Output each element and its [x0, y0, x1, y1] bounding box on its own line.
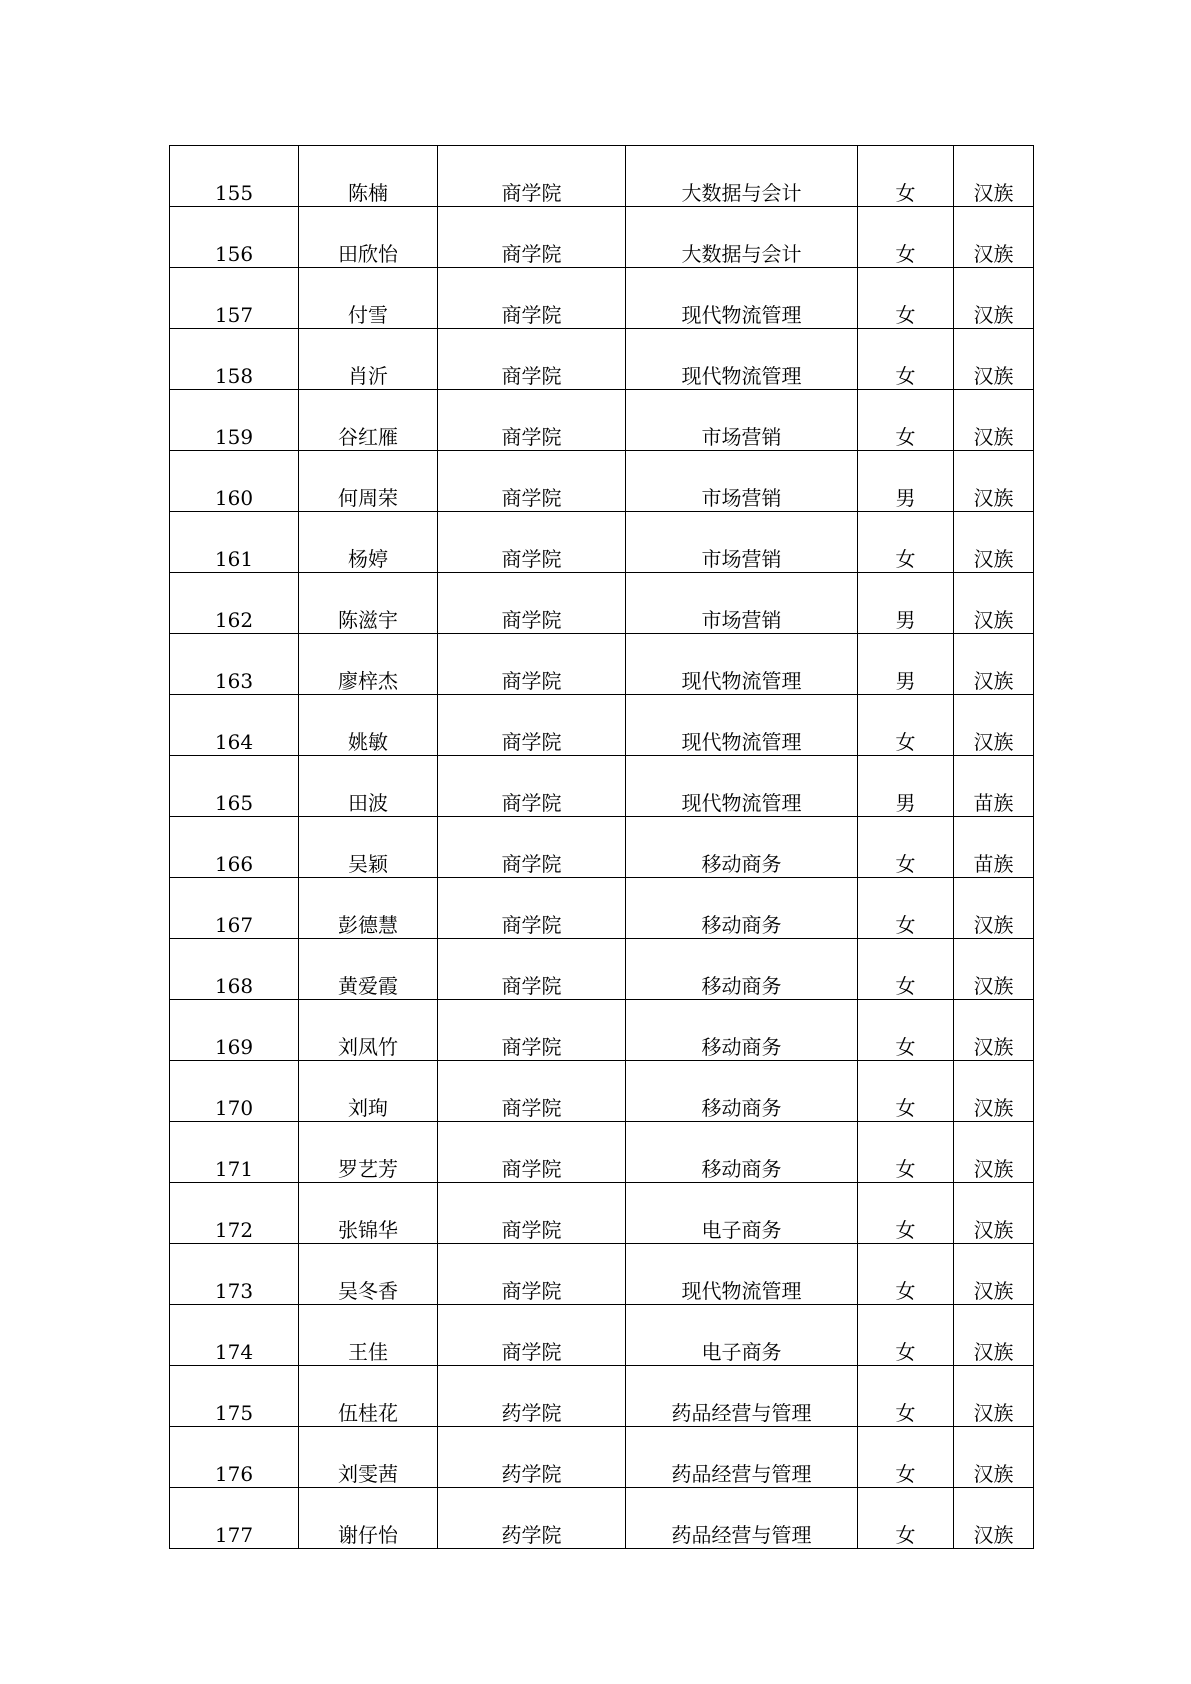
major-cell: 现代物流管理	[626, 1244, 858, 1305]
college-cell: 商学院	[438, 634, 626, 695]
student-name-cell: 谢仔怡	[299, 1488, 438, 1549]
table-row	[170, 1488, 1034, 1549]
gender-cell: 女	[858, 878, 954, 939]
row-number-cell: 166	[170, 817, 299, 878]
row-number-cell: 157	[170, 268, 299, 329]
college-cell: 商学院	[438, 817, 626, 878]
row-number-cell: 176	[170, 1427, 299, 1488]
row-number-cell: 164	[170, 695, 299, 756]
college-cell: 商学院	[438, 512, 626, 573]
student-name-cell: 黄爱霞	[299, 939, 438, 1000]
major-cell: 电子商务	[626, 1183, 858, 1244]
ethnicity-cell: 汉族	[954, 1366, 1034, 1427]
student-name-cell: 付雪	[299, 268, 438, 329]
major-cell: 药品经营与管理	[626, 1366, 858, 1427]
roster-table-body	[170, 146, 1034, 1549]
major-cell: 移动商务	[626, 878, 858, 939]
ethnicity-cell: 汉族	[954, 390, 1034, 451]
major-cell: 移动商务	[626, 1061, 858, 1122]
gender-cell: 女	[858, 1122, 954, 1183]
ethnicity-cell: 汉族	[954, 1122, 1034, 1183]
gender-cell: 女	[858, 512, 954, 573]
ethnicity-cell: 汉族	[954, 1061, 1034, 1122]
row-number-cell: 165	[170, 756, 299, 817]
student-name-cell: 田波	[299, 756, 438, 817]
table-row	[170, 1183, 1034, 1244]
gender-cell: 女	[858, 1000, 954, 1061]
student-name-cell: 陈楠	[299, 146, 438, 207]
gender-cell: 男	[858, 573, 954, 634]
gender-cell: 女	[858, 1427, 954, 1488]
table-row	[170, 1122, 1034, 1183]
table-row	[170, 512, 1034, 573]
table-row	[170, 207, 1034, 268]
ethnicity-cell: 汉族	[954, 146, 1034, 207]
table-row	[170, 268, 1034, 329]
table-row	[170, 1000, 1034, 1061]
ethnicity-cell: 汉族	[954, 1488, 1034, 1549]
table-row	[170, 939, 1034, 1000]
gender-cell: 女	[858, 1366, 954, 1427]
ethnicity-cell: 汉族	[954, 1427, 1034, 1488]
row-number-cell: 171	[170, 1122, 299, 1183]
gender-cell: 女	[858, 390, 954, 451]
table-row	[170, 573, 1034, 634]
major-cell: 现代物流管理	[626, 756, 858, 817]
college-cell: 商学院	[438, 878, 626, 939]
college-cell: 商学院	[438, 1183, 626, 1244]
student-name-cell: 田欣怡	[299, 207, 438, 268]
student-name-cell: 刘凤竹	[299, 1000, 438, 1061]
gender-cell: 女	[858, 268, 954, 329]
gender-cell: 女	[858, 939, 954, 1000]
gender-cell: 女	[858, 1244, 954, 1305]
table-row	[170, 1366, 1034, 1427]
major-cell: 药品经营与管理	[626, 1427, 858, 1488]
college-cell: 商学院	[438, 390, 626, 451]
row-number-cell: 167	[170, 878, 299, 939]
table-row	[170, 634, 1034, 695]
major-cell: 现代物流管理	[626, 695, 858, 756]
student-name-cell: 彭德慧	[299, 878, 438, 939]
table-row	[170, 1244, 1034, 1305]
college-cell: 商学院	[438, 451, 626, 512]
table-row	[170, 390, 1034, 451]
ethnicity-cell: 汉族	[954, 878, 1034, 939]
row-number-cell: 168	[170, 939, 299, 1000]
ethnicity-cell: 汉族	[954, 573, 1034, 634]
student-roster-table	[169, 145, 1034, 1549]
ethnicity-cell: 汉族	[954, 634, 1034, 695]
gender-cell: 女	[858, 329, 954, 390]
college-cell: 药学院	[438, 1488, 626, 1549]
student-name-cell: 陈滋宇	[299, 573, 438, 634]
gender-cell: 男	[858, 451, 954, 512]
college-cell: 商学院	[438, 695, 626, 756]
row-number-cell: 170	[170, 1061, 299, 1122]
ethnicity-cell: 汉族	[954, 1244, 1034, 1305]
student-name-cell: 伍桂花	[299, 1366, 438, 1427]
student-name-cell: 姚敏	[299, 695, 438, 756]
ethnicity-cell: 汉族	[954, 207, 1034, 268]
row-number-cell: 155	[170, 146, 299, 207]
row-number-cell: 161	[170, 512, 299, 573]
student-name-cell: 刘珣	[299, 1061, 438, 1122]
student-name-cell: 罗艺芳	[299, 1122, 438, 1183]
student-name-cell: 谷红雁	[299, 390, 438, 451]
ethnicity-cell: 汉族	[954, 1000, 1034, 1061]
student-name-cell: 吴颖	[299, 817, 438, 878]
row-number-cell: 158	[170, 329, 299, 390]
gender-cell: 女	[858, 817, 954, 878]
table-row	[170, 817, 1034, 878]
row-number-cell: 169	[170, 1000, 299, 1061]
row-number-cell: 156	[170, 207, 299, 268]
student-name-cell: 杨婷	[299, 512, 438, 573]
row-number-cell: 175	[170, 1366, 299, 1427]
student-name-cell: 张锦华	[299, 1183, 438, 1244]
ethnicity-cell: 汉族	[954, 451, 1034, 512]
college-cell: 商学院	[438, 268, 626, 329]
college-cell: 商学院	[438, 146, 626, 207]
table-row	[170, 1305, 1034, 1366]
major-cell: 移动商务	[626, 817, 858, 878]
ethnicity-cell: 汉族	[954, 1183, 1034, 1244]
gender-cell: 女	[858, 1305, 954, 1366]
gender-cell: 女	[858, 695, 954, 756]
gender-cell: 男	[858, 756, 954, 817]
row-number-cell: 173	[170, 1244, 299, 1305]
major-cell: 现代物流管理	[626, 634, 858, 695]
major-cell: 移动商务	[626, 1000, 858, 1061]
major-cell: 现代物流管理	[626, 329, 858, 390]
table-row	[170, 695, 1034, 756]
table-row	[170, 878, 1034, 939]
college-cell: 商学院	[438, 1305, 626, 1366]
gender-cell: 女	[858, 1488, 954, 1549]
table-row	[170, 146, 1034, 207]
ethnicity-cell: 苗族	[954, 817, 1034, 878]
gender-cell: 女	[858, 1061, 954, 1122]
row-number-cell: 163	[170, 634, 299, 695]
student-name-cell: 何周荣	[299, 451, 438, 512]
student-name-cell: 刘雯茜	[299, 1427, 438, 1488]
major-cell: 大数据与会计	[626, 207, 858, 268]
college-cell: 商学院	[438, 573, 626, 634]
gender-cell: 女	[858, 1183, 954, 1244]
major-cell: 市场营销	[626, 451, 858, 512]
ethnicity-cell: 汉族	[954, 329, 1034, 390]
college-cell: 商学院	[438, 207, 626, 268]
college-cell: 商学院	[438, 1244, 626, 1305]
row-number-cell: 172	[170, 1183, 299, 1244]
gender-cell: 女	[858, 146, 954, 207]
table-row	[170, 1061, 1034, 1122]
student-name-cell: 廖梓杰	[299, 634, 438, 695]
gender-cell: 男	[858, 634, 954, 695]
college-cell: 商学院	[438, 329, 626, 390]
table-row	[170, 451, 1034, 512]
ethnicity-cell: 汉族	[954, 512, 1034, 573]
row-number-cell: 174	[170, 1305, 299, 1366]
major-cell: 电子商务	[626, 1305, 858, 1366]
major-cell: 市场营销	[626, 573, 858, 634]
table-row	[170, 329, 1034, 390]
student-name-cell: 王佳	[299, 1305, 438, 1366]
ethnicity-cell: 汉族	[954, 1305, 1034, 1366]
college-cell: 药学院	[438, 1366, 626, 1427]
major-cell: 现代物流管理	[626, 268, 858, 329]
student-name-cell: 吴冬香	[299, 1244, 438, 1305]
major-cell: 药品经营与管理	[626, 1488, 858, 1549]
row-number-cell: 159	[170, 390, 299, 451]
major-cell: 市场营销	[626, 390, 858, 451]
gender-cell: 女	[858, 207, 954, 268]
major-cell: 大数据与会计	[626, 146, 858, 207]
college-cell: 商学院	[438, 1061, 626, 1122]
college-cell: 商学院	[438, 939, 626, 1000]
college-cell: 药学院	[438, 1427, 626, 1488]
ethnicity-cell: 苗族	[954, 756, 1034, 817]
college-cell: 商学院	[438, 1122, 626, 1183]
row-number-cell: 162	[170, 573, 299, 634]
ethnicity-cell: 汉族	[954, 695, 1034, 756]
college-cell: 商学院	[438, 756, 626, 817]
row-number-cell: 177	[170, 1488, 299, 1549]
major-cell: 市场营销	[626, 512, 858, 573]
major-cell: 移动商务	[626, 939, 858, 1000]
table-row	[170, 1427, 1034, 1488]
college-cell: 商学院	[438, 1000, 626, 1061]
ethnicity-cell: 汉族	[954, 268, 1034, 329]
ethnicity-cell: 汉族	[954, 939, 1034, 1000]
student-name-cell: 肖沂	[299, 329, 438, 390]
table-row	[170, 756, 1034, 817]
major-cell: 移动商务	[626, 1122, 858, 1183]
row-number-cell: 160	[170, 451, 299, 512]
